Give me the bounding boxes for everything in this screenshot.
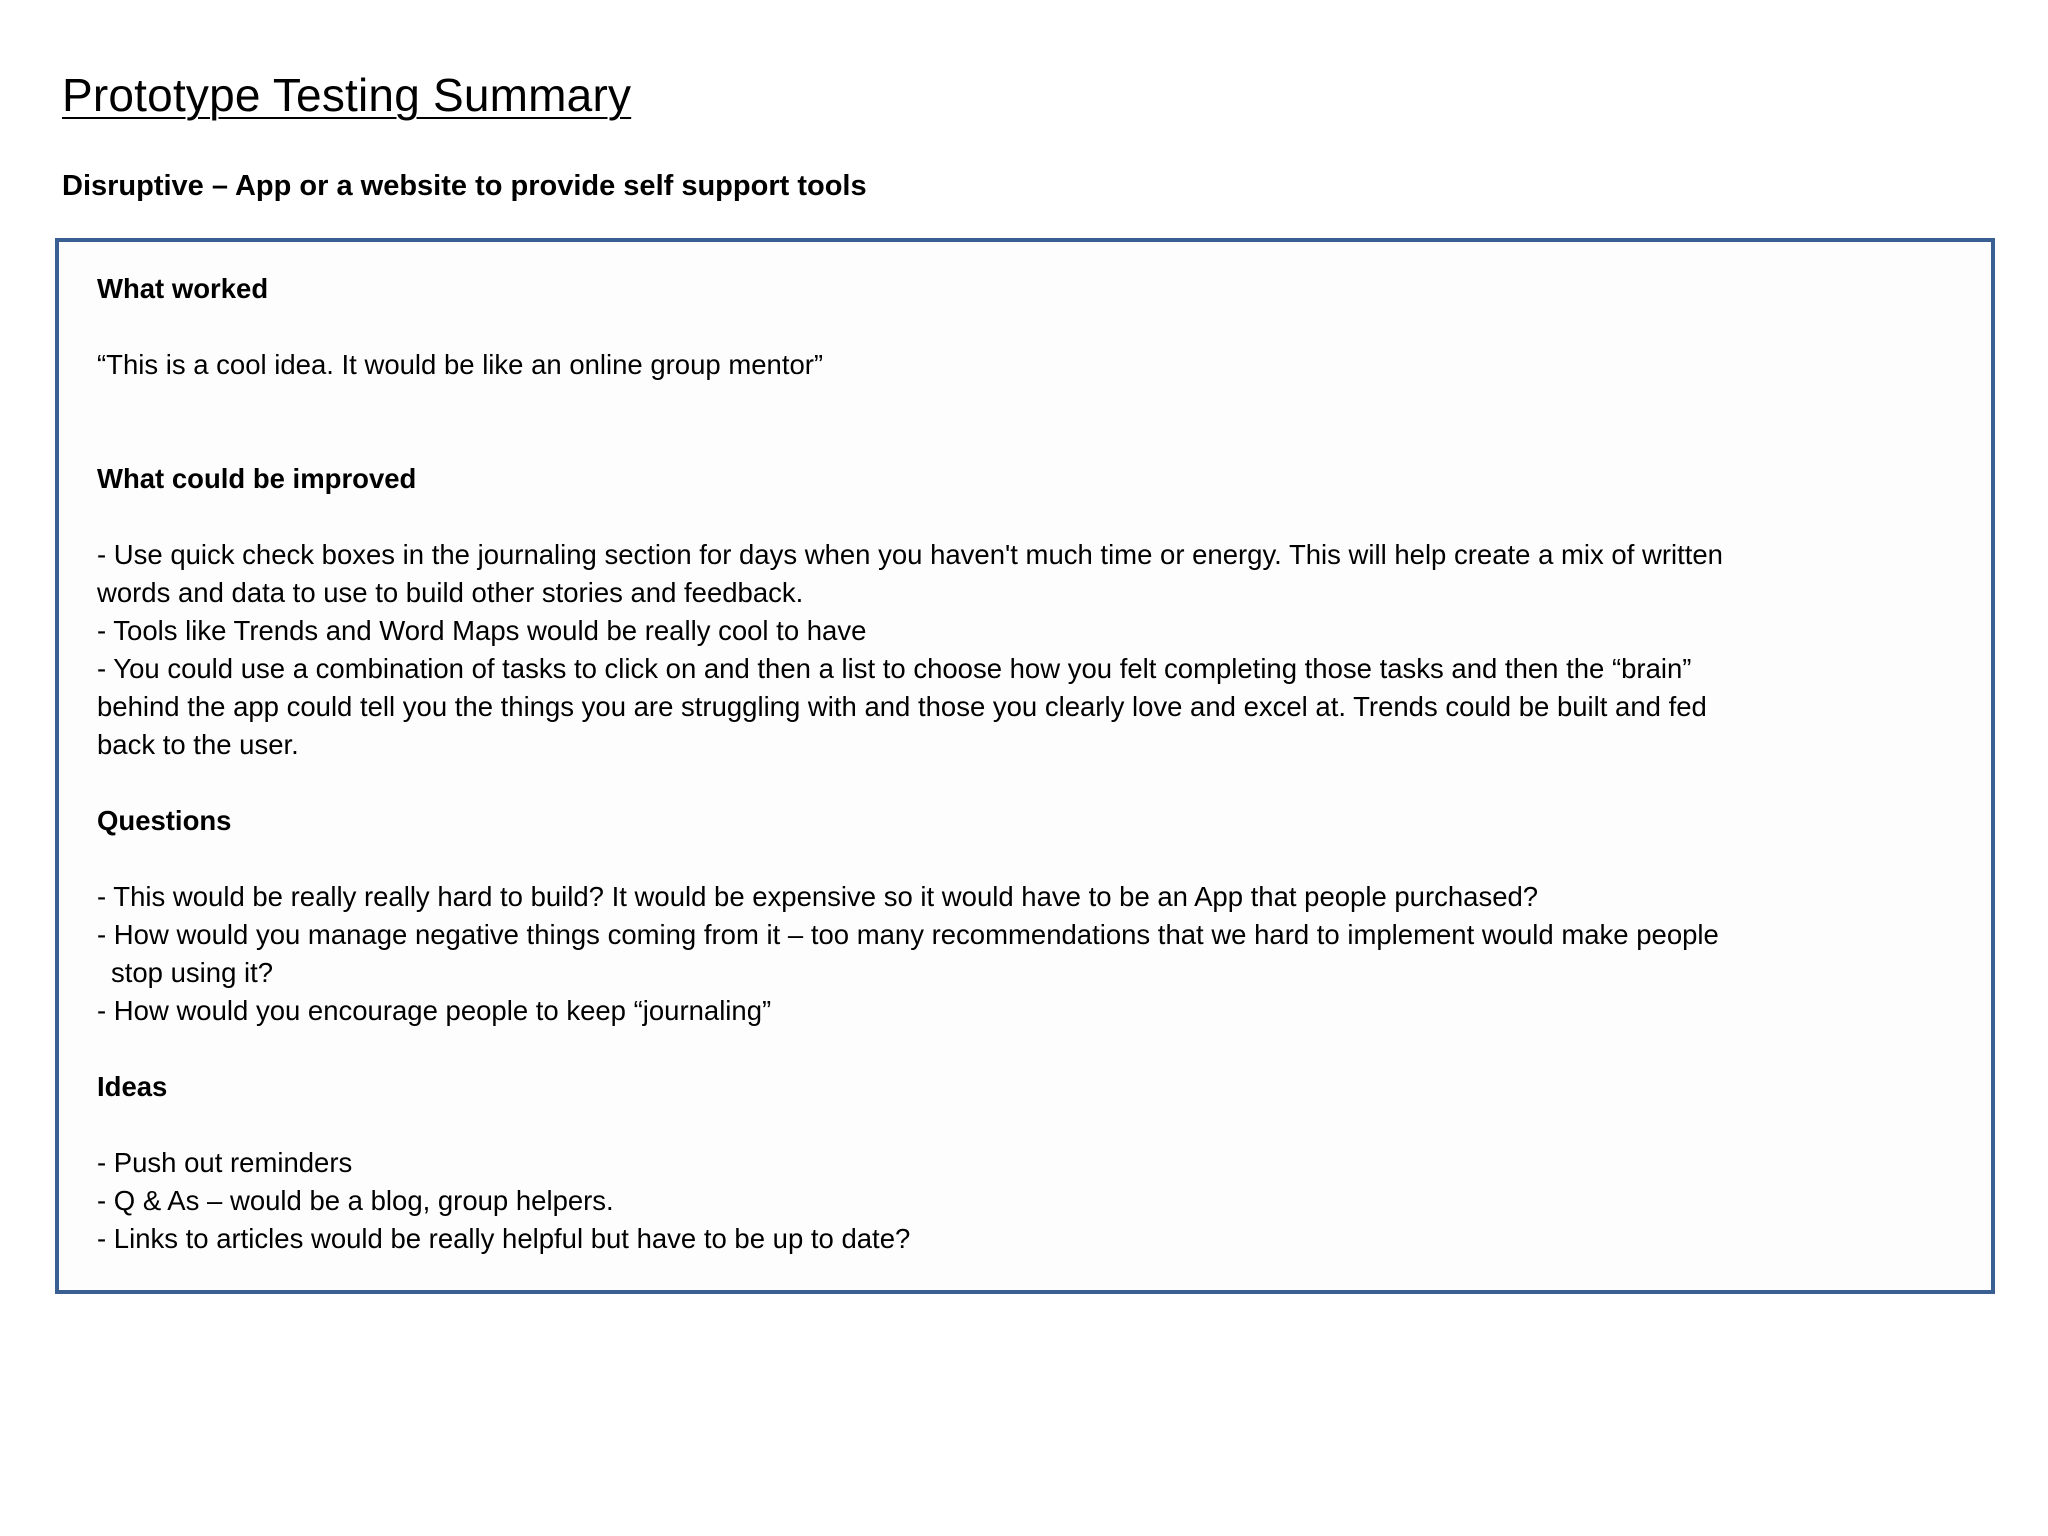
section-heading-what-could-be-improved: What could be improved [97,463,417,494]
page-subtitle: Disruptive – App or a website to provide self support tools [62,170,867,202]
question-line: - How would you manage negative things coming from it – too many recommendations that we hard to implement would make people [97,919,1719,950]
improvement-line: behind the app could tell you the things you are struggling with and those you clearly love and excel at. Trends could be built and fed [97,691,1707,722]
question-line: - This would be really really hard to build? It would be expensive so it would have to be an App that people purchased? [97,881,1539,912]
improvement-line: words and data to use to build other stories and feedback. [97,577,804,608]
question-line: stop using it? [111,957,274,988]
improvement-line: - Tools like Trends and Word Maps would be really cool to have [97,615,867,646]
page-title: Prototype Testing Summary [62,69,632,121]
question-line: - How would you encourage people to keep “journaling” [97,995,772,1026]
section-heading-ideas: Ideas [97,1071,168,1102]
summary-box [55,238,1995,1294]
section-heading-what-worked: What worked [97,273,269,304]
summary-content [97,270,1961,1258]
idea-line: - Push out reminders [97,1147,353,1178]
improvement-line: - You could use a combination of tasks to click on and then a list to choose how you felt completing those tasks and then the “brain” [97,653,1692,684]
idea-line: - Links to articles would be really helpful but have to be up to date? [97,1223,911,1254]
section-heading-questions: Questions [97,805,232,836]
improvement-line: - Use quick check boxes in the journaling section for days when you haven't much time or energy. This will help create a mix of written [97,539,1723,570]
idea-line: - Q & As – would be a blog, group helpers. [97,1185,614,1216]
quote-line: “This is a cool idea. It would be like an online group mentor” [97,349,824,380]
improvement-line: back to the user. [97,729,299,760]
